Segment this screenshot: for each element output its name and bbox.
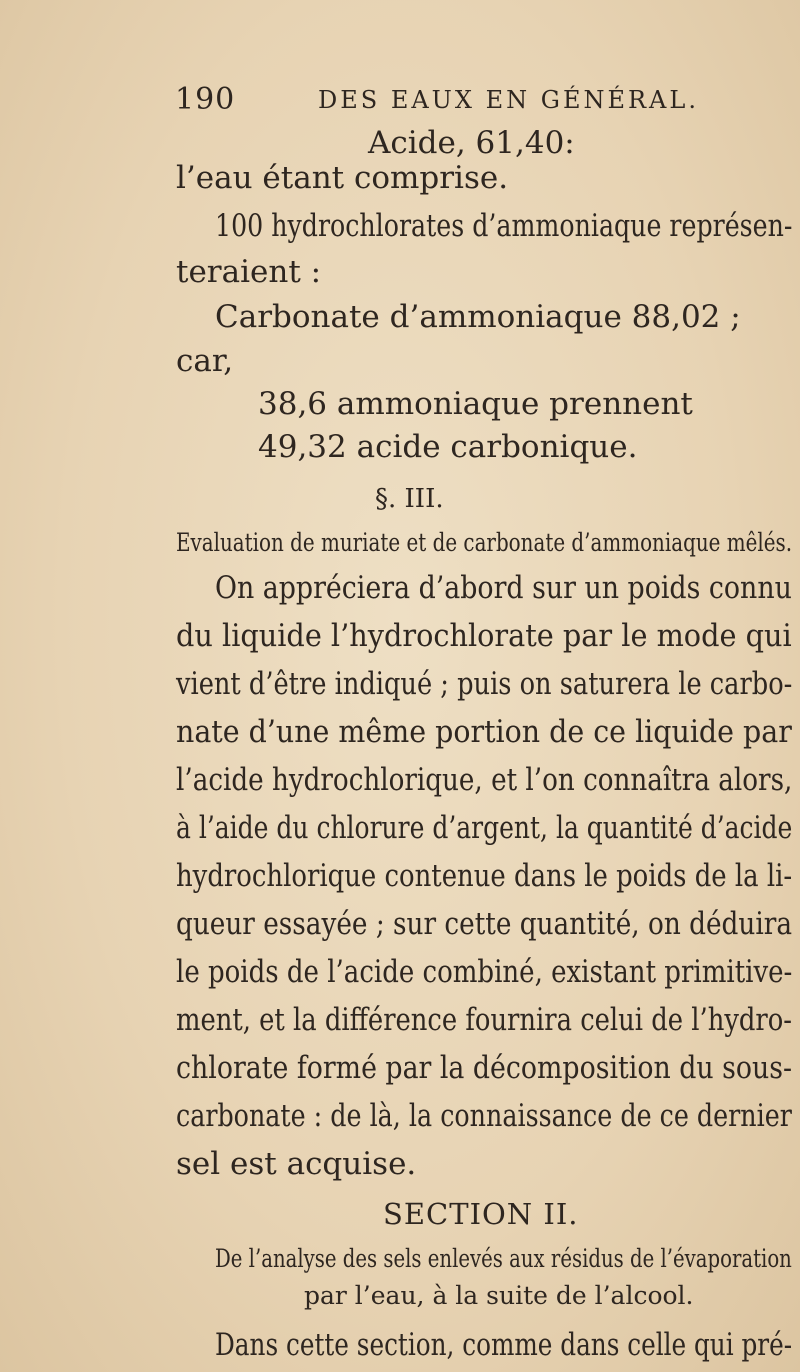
- paragraph1-line-12: carbonate : de là, la connaissance de ce dernier: [176, 1098, 792, 1134]
- paragraph1-line-5: l’acide hydrochlorique, et l’on connaîtra alors,: [176, 762, 793, 798]
- section-heading: SECTION II.: [383, 1197, 579, 1231]
- paragraph1-line-13: sel est acquise.: [176, 1146, 417, 1182]
- ammoniaque-line: 38,6 ammoniaque prennent: [258, 386, 693, 422]
- section-subtitle-line-1: De l’analyse des sels enlevés aux résidus de l’évaporation: [215, 1244, 792, 1273]
- paragraph1-line-9: le poids de l’acide combiné, existant primitive-: [176, 954, 793, 990]
- hydrochlorates-line: 100 hydrochlorates d’ammoniaque représen-: [215, 208, 793, 244]
- running-title: DES EAUX EN GÉNÉRAL.: [318, 86, 699, 114]
- paragraph1-line-6: à l’aide du chlorure d’argent, la quantité d’acide: [176, 810, 793, 846]
- paragraph1-line-11: chlorate formé par la décomposition du sous-: [176, 1050, 793, 1086]
- paragraph1-line-10: ment, et la différence fournira celui de l’hydro-: [176, 1002, 793, 1038]
- paragraph1-line-1: On appréciera d’abord sur un poids connu: [215, 570, 792, 606]
- teraient-line: teraient :: [176, 254, 322, 290]
- acide-carbonique-line: 49,32 acide carbonique.: [258, 429, 638, 465]
- paragraph1-line-3: vient d’être indiqué ; puis on saturera le carbo-: [176, 666, 793, 702]
- subsection-title: Evaluation de muriate et de carbonate d’ammoniaque mêlés.: [176, 528, 793, 557]
- acide-line: Acide, 61,40:: [368, 125, 575, 161]
- section-subtitle-line-2: par l’eau, à la suite de l’alcool.: [304, 1281, 694, 1310]
- paragraph1-line-8: queur essayée ; sur cette quantité, on déduira: [176, 906, 793, 942]
- paragraph2-line-1: Dans cette section, comme dans celle qui pré-: [215, 1327, 793, 1363]
- paragraph1-line-2: du liquide l’hydrochlorate par le mode qui: [176, 618, 792, 654]
- eau-comprise-line: l’eau étant comprise.: [176, 160, 509, 196]
- page-number: 190: [175, 82, 236, 117]
- carbonate-line: Carbonate d’ammoniaque 88,02 ;: [215, 299, 741, 335]
- paragraph1-line-7: hydrochlorique contenue dans le poids de la li-: [176, 858, 793, 894]
- paragraph1-line-4: nate d’une même portion de ce liquide par: [176, 714, 792, 750]
- car-line: car,: [176, 343, 234, 379]
- section-mark: §. III.: [375, 484, 444, 514]
